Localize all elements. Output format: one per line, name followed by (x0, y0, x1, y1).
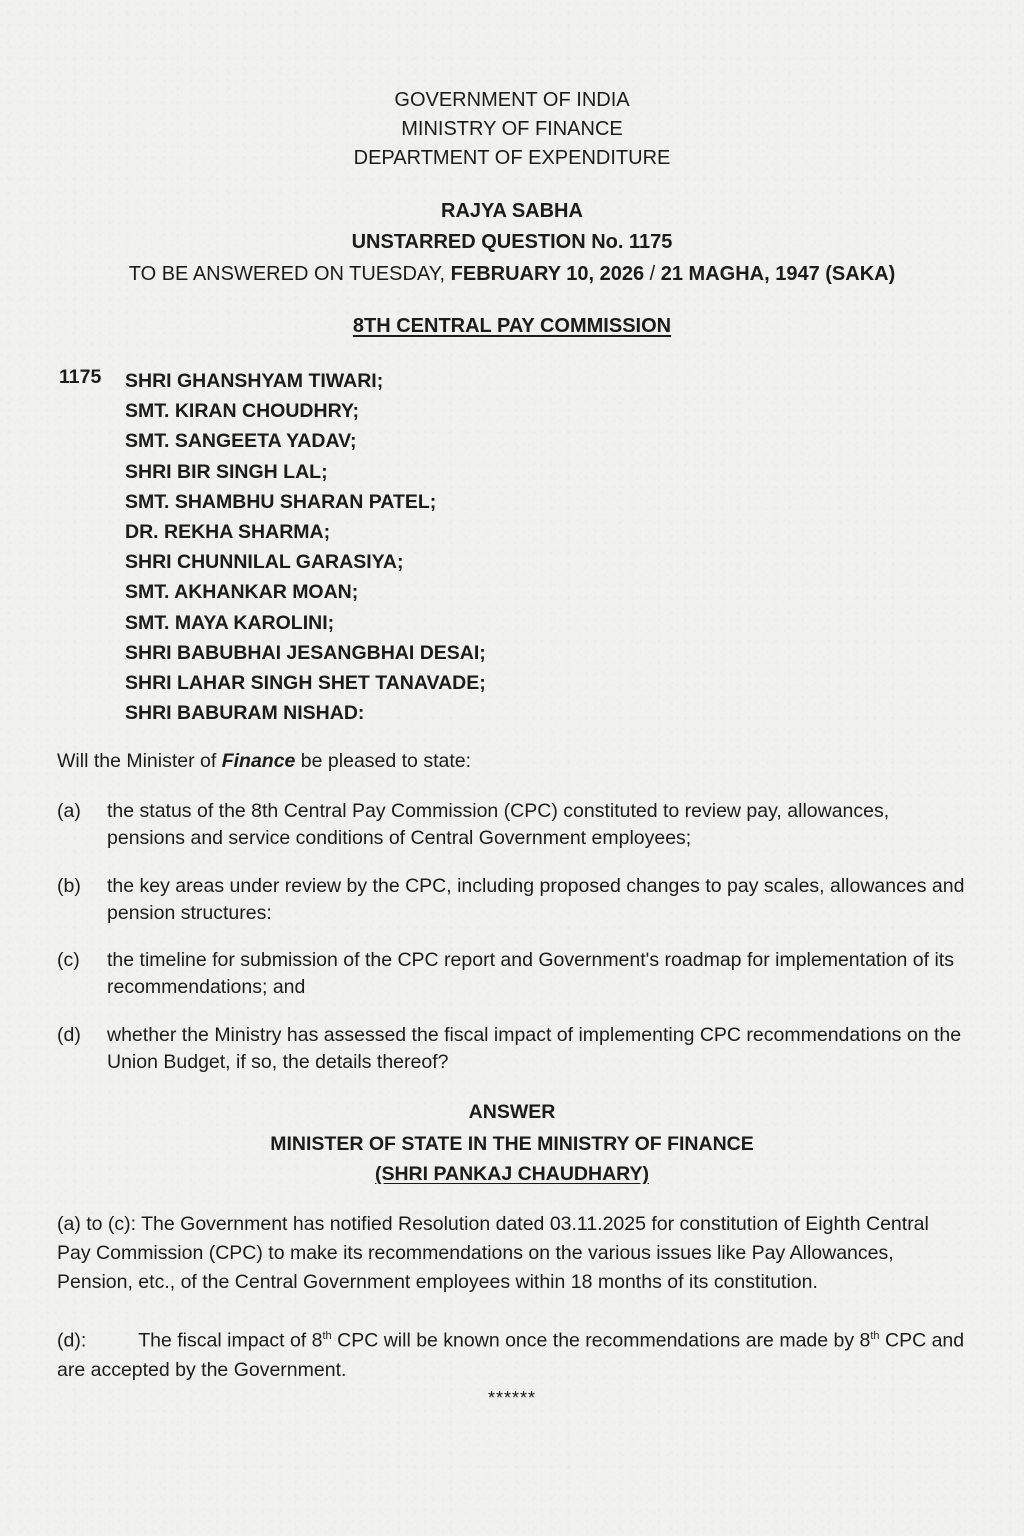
question-intro (57, 748, 471, 775)
answer-date-line (0, 263, 1024, 286)
answer-d-label: (d): (57, 1329, 87, 1352)
member-name: DR. REKHA SHARMA; (125, 520, 331, 543)
question-text: the timeline for submission of the CPC report and Government's roadmap for implementation of its recommendations; and (107, 949, 954, 998)
minister-title: MINISTER OF STATE IN THE MINISTRY OF FINANCE (270, 1133, 754, 1155)
answer-date-separator: / (644, 263, 661, 285)
member-name: SHRI BIR SINGH LAL; (125, 460, 328, 483)
answer-d-text-3: CPC and are accepted by the Government. (57, 1329, 965, 1381)
member-name: SHRI GHANSHYAM TIWARI; (125, 370, 384, 392)
answer-d-text-2: CPC will be known once the recommendations are made by 8 (331, 1329, 871, 1352)
header-line-department: DEPARTMENT OF EXPENDITURE (353, 147, 671, 169)
intro-ministry: Finance (221, 750, 296, 772)
question-text: whether the Ministry has assessed the fiscal impact of implementing CPC recommendations on the Union Budget, if so, the details thereof? (107, 1024, 962, 1073)
question-label: (a) (57, 800, 81, 822)
answer-heading: ANSWER (468, 1101, 556, 1123)
minister-name: (SHRI PANKAJ CHAUDHARY) (374, 1163, 650, 1185)
member-name: SMT. SHAMBHU SHARAN PATEL; (125, 490, 437, 513)
member-name: SHRI BABURAM NISHAD: (125, 702, 365, 725)
member-name: SHRI BABUBHAI JESANGBHAI DESAI; (125, 641, 486, 664)
answer-d-superscript-1: th (322, 1330, 332, 1342)
question-label: (c) (57, 949, 80, 971)
question-text: the key areas under review by the CPC, including proposed changes to pay scales, allowances and pension structures: (107, 875, 965, 924)
member-name: SMT. MAYA KAROLINI; (125, 611, 335, 634)
subject-title: 8TH CENTRAL PAY COMMISSION (352, 315, 672, 337)
member-name: SMT. KIRAN CHOUDHRY; (125, 400, 359, 423)
intro-text-before: Will the Minister of (57, 750, 222, 772)
subject-line (0, 315, 1024, 338)
answer-d-superscript-2: th (870, 1330, 880, 1342)
end-mark: ****** (487, 1388, 537, 1408)
member-name: SHRI CHUNNILAL GARASIYA; (125, 551, 404, 574)
answer-date-prefix: TO BE ANSWERED ON TUESDAY, (128, 263, 451, 285)
question-label: (b) (57, 875, 81, 897)
answer-date-saka: 21 MAGHA, 1947 (SAKA) (660, 263, 896, 285)
answer-date: FEBRUARY 10, 2026 (450, 263, 645, 285)
answer-a-to-c: (a) to (c): The Government has notified Resolution dated 03.11.2025 for constitution of Eighth Central Pay Commission (CPC) to make its recommendations on the various issues like Pay Allowances, Pension, etc., of the Central Government employees within 18 months of its constitution. (57, 1213, 929, 1293)
question-text: the status of the 8th Central Pay Commission (CPC) constituted to review pay, allowances, pensions and service conditions of Central Government employees; (107, 800, 890, 849)
minister-name-line (0, 1163, 1024, 1186)
members-list (125, 366, 486, 728)
question-type: UNSTARRED QUESTION No. 1175 (351, 231, 673, 253)
question-label: (d) (57, 1024, 81, 1046)
answer-d-text-1: The fiscal impact of 8 (138, 1329, 323, 1352)
intro-text-after: be pleased to state: (295, 750, 472, 772)
member-name: SMT. AKHANKAR MOAN; (125, 581, 359, 604)
header-line-government: GOVERNMENT OF INDIA (394, 89, 630, 111)
header-line-ministry: MINISTRY OF FINANCE (401, 118, 623, 140)
house-name: RAJYA SABHA (441, 200, 583, 222)
member-name: SMT. SANGEETA YADAV; (125, 430, 357, 453)
question-number: 1175 (59, 366, 102, 388)
member-name: SHRI LAHAR SINGH SHET TANAVADE; (125, 671, 486, 694)
answer-d (57, 1322, 967, 1385)
